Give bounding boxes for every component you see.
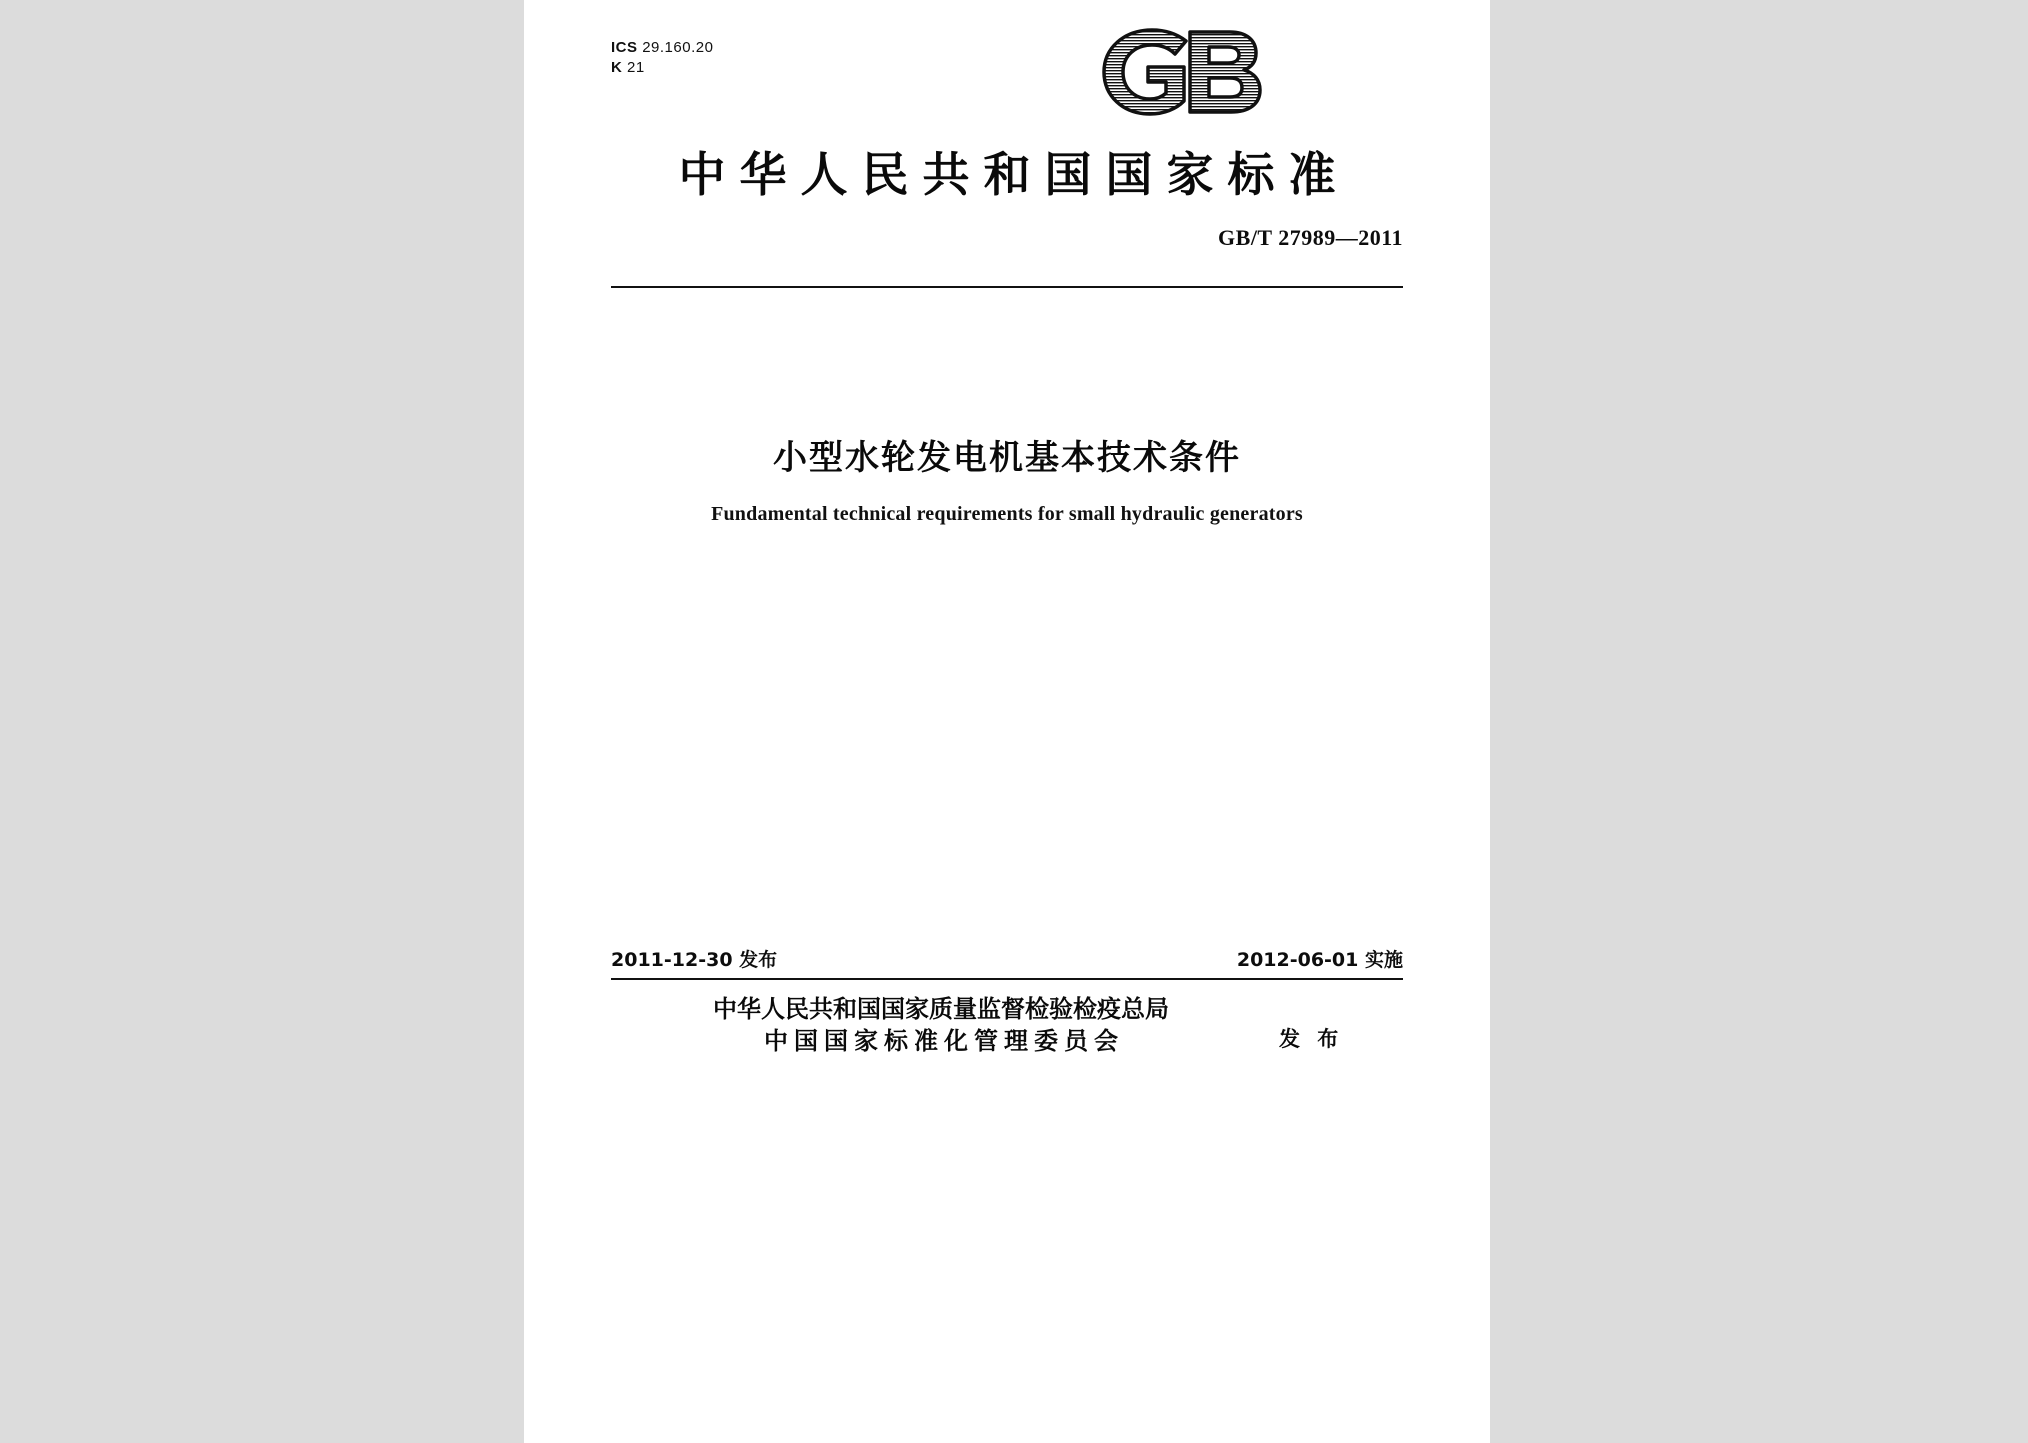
divider-top	[611, 286, 1403, 288]
classification-line	[611, 58, 713, 78]
ics-value: 29.160.20	[642, 39, 714, 56]
document-title-cn: 小型水轮发电机基本技术条件	[773, 438, 1241, 478]
standard-number: GB/T 27989—2011	[1218, 225, 1403, 250]
effective-date: 2012-06-01 实施	[1236, 949, 1403, 971]
issuer-line-1: 中华人民共和国国家质量监督检验检疫总局	[713, 995, 1169, 1023]
ics-line	[611, 38, 713, 58]
classification-value: 21	[627, 59, 645, 77]
date-row	[611, 945, 1403, 971]
issue-date: 2011-12-30 发布	[611, 949, 778, 971]
ics-label: ICS	[611, 39, 638, 56]
document-title-en: Fundamental technical requirements for small hydraulic generators	[711, 503, 1303, 525]
page-title-cn: 中华人民共和国国家标准	[678, 148, 1350, 203]
issuer-line-2: 中国国家标准化管理委员会	[764, 1027, 1124, 1056]
issuer-block	[611, 993, 1403, 1063]
issuer-publish-label: 发 布	[1279, 1027, 1344, 1051]
ics-classification-block	[611, 38, 713, 79]
classification-label: K	[611, 59, 623, 77]
gb-logo-icon	[1090, 22, 1270, 122]
issuer-names	[611, 993, 1271, 1058]
standard-cover-page	[524, 0, 1490, 1443]
divider-bottom	[611, 978, 1403, 980]
